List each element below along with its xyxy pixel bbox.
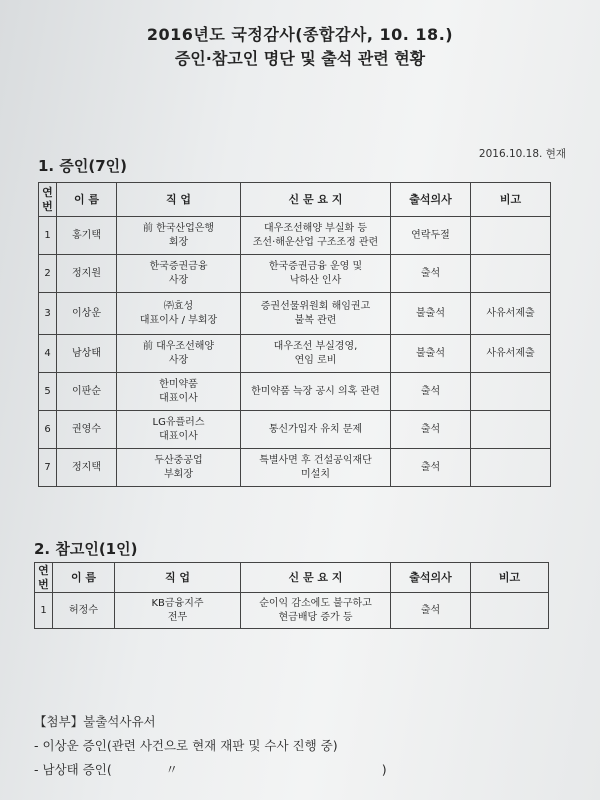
row-name: 권영수 <box>57 411 117 449</box>
row-gist <box>241 593 391 629</box>
row-no: 2 <box>39 255 57 293</box>
attachment-line-1: - 이상운 증인(관련 사건으로 현재 재판 및 수사 진행 중) <box>34 738 338 753</box>
job-line2: 대표이사 <box>159 430 198 442</box>
gist-line1: 통신가입자 유치 문제 <box>268 423 363 435</box>
gist-line2: 조선·해운산업 구조조정 관련 <box>252 236 379 248</box>
row-name: 허정수 <box>53 593 115 629</box>
row-name: 홍기택 <box>57 217 117 255</box>
gist-line1: 순이익 감소에도 불구하고 <box>259 597 372 609</box>
header-job: 직 업 <box>115 563 241 593</box>
row-attend: 출석 <box>391 373 471 411</box>
attachment-heading: 【첨부】불출석사유서 <box>34 714 156 729</box>
witness-table-header <box>39 183 551 217</box>
row-note: 사유서제출 <box>471 335 551 373</box>
document-title: 2016년도 국정감사(종합감사, 10. 18.) <box>146 25 454 44</box>
job-line2: 전무 <box>167 611 188 623</box>
attachment-line-2 <box>34 760 387 778</box>
witness-table <box>38 182 551 487</box>
job-line1: 前 대우조선해양 <box>142 340 215 352</box>
row-gist <box>241 449 391 487</box>
row-no: 5 <box>39 373 57 411</box>
row-no: 7 <box>39 449 57 487</box>
row-no: 6 <box>39 411 57 449</box>
attachment-line-2-suffix: ) <box>381 762 387 777</box>
row-name: 정지원 <box>57 255 117 293</box>
gist-line2: 미설치 <box>301 468 330 480</box>
row-attend: 출석 <box>391 255 471 293</box>
row-no: 1 <box>35 593 53 629</box>
gist-line1: 증권선물위원회 해임권고 <box>260 300 371 312</box>
header-attend: 출석의사 <box>391 563 471 593</box>
table-row <box>39 293 551 335</box>
witness-section-heading: 1. 증인(7인) <box>38 157 127 175</box>
row-attend: 불출석 <box>391 335 471 373</box>
job-line2: 부회장 <box>164 468 193 480</box>
document-subtitle: 증인·참고인 명단 및 출석 관련 현황 <box>174 49 426 68</box>
row-note <box>471 593 549 629</box>
reference-section-heading: 2. 참고인(1인) <box>34 540 138 558</box>
row-job <box>117 335 241 373</box>
job-line1: 두산중공업 <box>154 454 203 466</box>
table-row <box>39 255 551 293</box>
row-job <box>117 449 241 487</box>
row-gist <box>241 335 391 373</box>
job-line1: LG유플러스 <box>152 416 205 428</box>
job-line2: 사장 <box>168 274 189 286</box>
row-attend: 연락두절 <box>391 217 471 255</box>
table-row <box>39 373 551 411</box>
row-job <box>117 293 241 335</box>
row-gist <box>241 217 391 255</box>
row-job <box>117 373 241 411</box>
row-attend: 출석 <box>391 593 471 629</box>
row-gist <box>241 373 391 411</box>
row-note: 사유서제출 <box>471 293 551 335</box>
attachment-line-2-prefix: - 남상태 증인( <box>34 762 112 777</box>
row-name: 이상운 <box>57 293 117 335</box>
row-note <box>471 217 551 255</box>
row-name: 이판순 <box>57 373 117 411</box>
header-name: 이 름 <box>57 183 117 217</box>
row-job <box>117 411 241 449</box>
row-gist <box>241 293 391 335</box>
job-line1: 한미약품 <box>159 378 198 390</box>
job-line1: ㈜효성 <box>163 300 194 312</box>
row-note <box>471 411 551 449</box>
reference-table <box>34 562 549 629</box>
header-no: 연번 <box>39 183 57 217</box>
gist-line1: 한국증권금융 운영 및 <box>268 260 363 272</box>
row-name: 정지택 <box>57 449 117 487</box>
header-gist: 신 문 요 지 <box>241 563 391 593</box>
row-job <box>117 255 241 293</box>
row-note <box>471 255 551 293</box>
row-note <box>471 449 551 487</box>
job-line2: 대표이사 / 부회장 <box>139 314 218 326</box>
header-name: 이 름 <box>53 563 115 593</box>
gist-line2: 낙하산 인사 <box>289 274 342 286</box>
row-no: 4 <box>39 335 57 373</box>
table-row <box>39 217 551 255</box>
gist-line1: 대우조선 부실경영, <box>273 340 358 352</box>
table-row <box>39 411 551 449</box>
job-line1: 前 한국산업은행 <box>142 222 215 234</box>
table-row <box>39 335 551 373</box>
table-row <box>39 449 551 487</box>
row-name: 남상태 <box>57 335 117 373</box>
job-line2: 대표이사 <box>159 392 198 404</box>
row-no: 3 <box>39 293 57 335</box>
gist-line1: 한미약품 늑장 공시 의혹 관련 <box>251 385 380 397</box>
row-attend: 출석 <box>391 449 471 487</box>
row-no: 1 <box>39 217 57 255</box>
as-of-date: 2016.10.18. 현재 <box>478 148 566 160</box>
ditto-mark: 〃 <box>165 762 178 777</box>
gist-line1: 특별사면 후 건설공익재단 <box>259 454 372 466</box>
job-line1: KB금융지주 <box>151 597 204 609</box>
gist-line2: 불복 관련 <box>294 314 337 326</box>
table-row <box>35 593 549 629</box>
row-gist <box>241 255 391 293</box>
row-job <box>117 217 241 255</box>
header-no: 연번 <box>35 563 53 593</box>
header-attend: 출석의사 <box>391 183 471 217</box>
row-job <box>115 593 241 629</box>
row-note <box>471 373 551 411</box>
job-line2: 회장 <box>168 236 189 248</box>
header-note: 비고 <box>471 183 551 217</box>
job-line1: 한국증권금융 <box>149 260 208 272</box>
header-gist: 신 문 요 지 <box>241 183 391 217</box>
gist-line2: 연임 로비 <box>294 354 337 366</box>
gist-line2: 현금배당 증가 등 <box>278 611 353 623</box>
header-note: 비고 <box>471 563 549 593</box>
row-gist <box>241 411 391 449</box>
row-attend: 출석 <box>391 411 471 449</box>
job-line2: 사장 <box>168 354 189 366</box>
header-job: 직 업 <box>117 183 241 217</box>
gist-line1: 대우조선해양 부실화 등 <box>264 222 367 234</box>
reference-table-header <box>35 563 549 593</box>
row-attend: 불출석 <box>391 293 471 335</box>
